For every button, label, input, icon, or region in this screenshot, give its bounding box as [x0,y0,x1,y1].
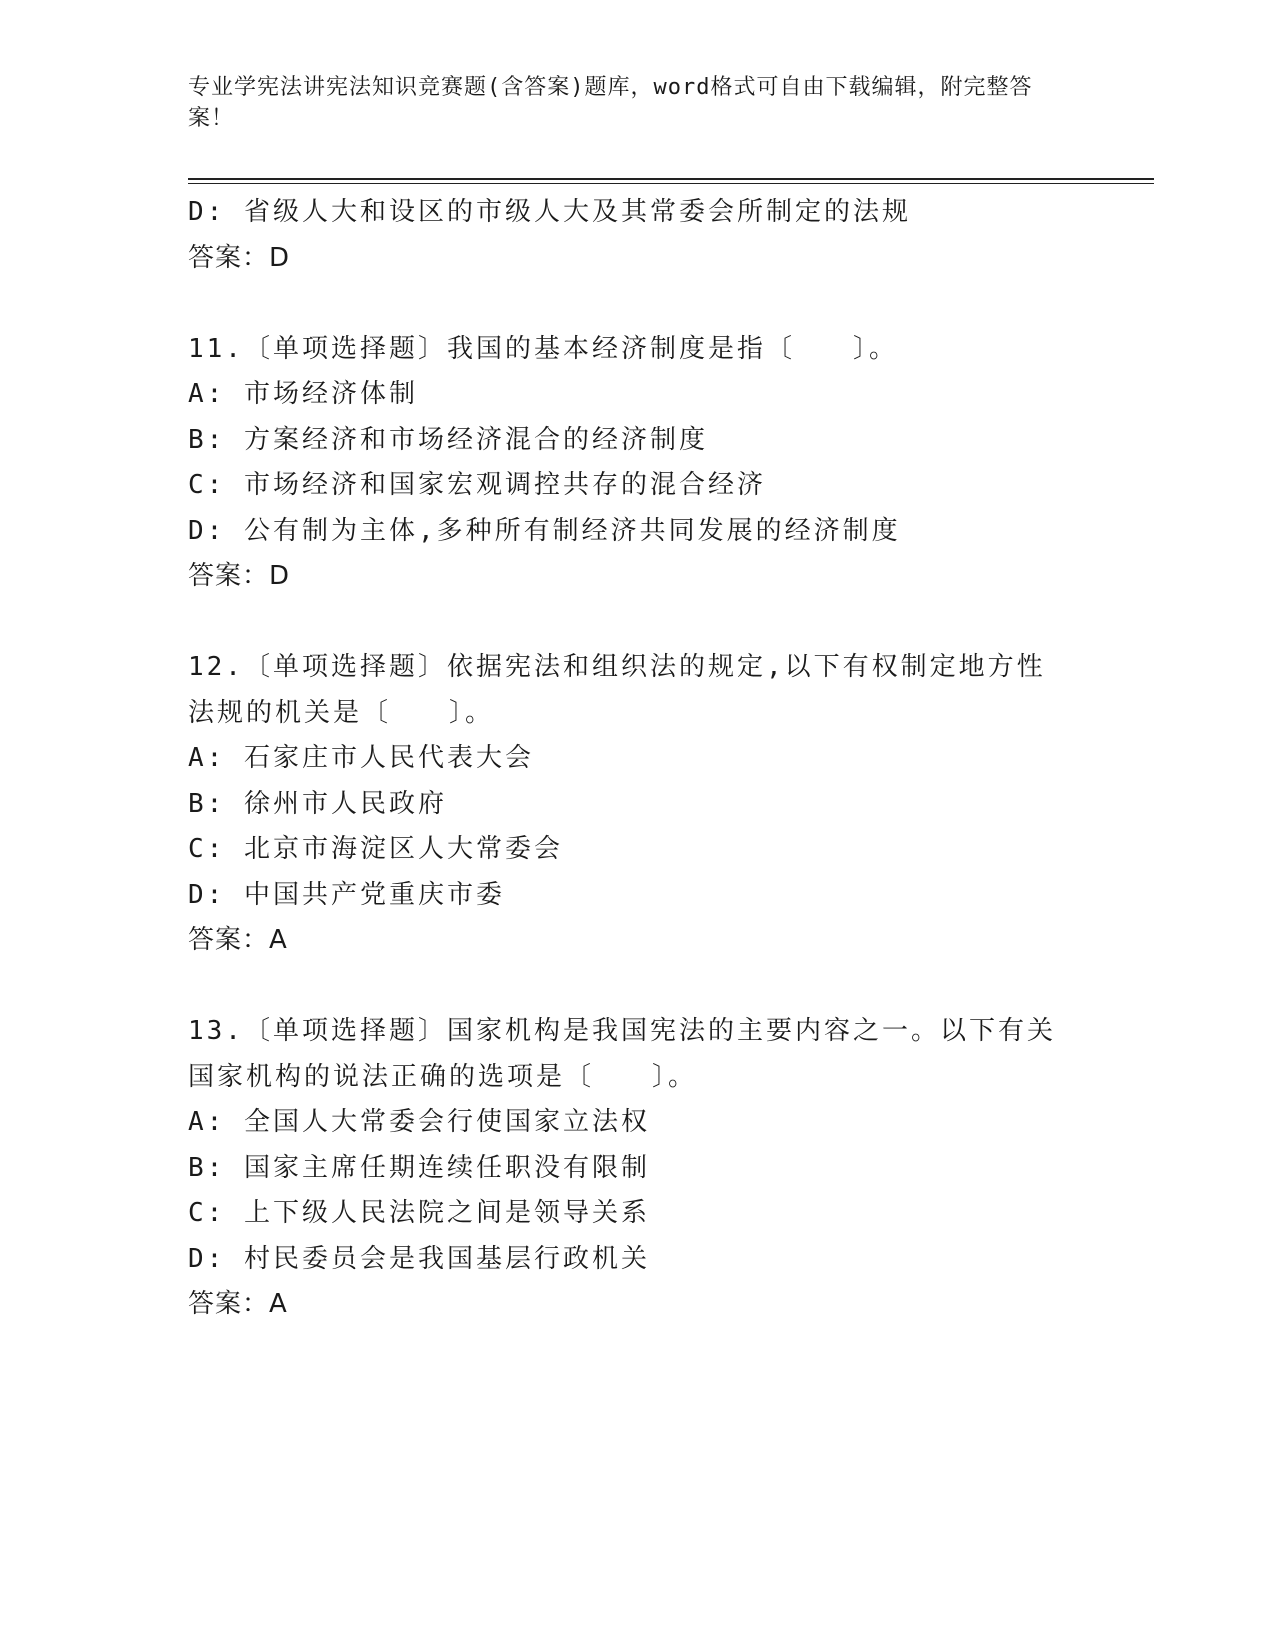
option-b: B: 方案经济和市场经济混合的经济制度 [188,424,708,455]
option-c: C: 北京市海淀区人大常委会 [188,834,563,864]
question-12 [188,645,1088,964]
option-a: A: 石家庄市人民代表大会 [188,743,534,773]
question-11 [188,327,1088,600]
option-d: D: 中国共产党重庆市委 [188,879,505,910]
answer: 答案：A [188,925,288,955]
spacer [188,600,1088,646]
question-stem: 13.〔单项选择题〕国家机构是我国宪法的主要内容之一。以下有关国家机构的说法正确的选项是〔 〕。 [188,1016,1056,1092]
option-b: B: 徐州市人民政府 [188,788,447,819]
option-a: A: 市场经济体制 [188,379,418,409]
page-header: 专业学宪法讲宪法知识竞赛题(含答案)题库，word格式可自由下载编辑，附完整答案！ [188,75,1033,131]
spacer [188,964,1088,1010]
spacer [188,281,1088,327]
carryover-option-d: D: 省级人大和设区的市级人大及其常委会所制定的法规 [188,197,911,227]
option-c: C: 上下级人民法院之间是领导关系 [188,1198,650,1228]
option-c: C: 市场经济和国家宏观调控共存的混合经济 [188,470,766,500]
header-divider [188,178,1154,184]
answer: 答案：D [188,561,291,591]
option-d: D: 村民委员会是我国基层行政机关 [188,1243,650,1274]
option-a: A: 全国人大常委会行使国家立法权 [188,1107,650,1137]
question-13 [188,1009,1088,1328]
document-body [188,190,1088,1328]
question-stem: 12.〔单项选择题〕依据宪法和组织法的规定,以下有权制定地方性法规的机关是〔 〕。 [188,652,1046,728]
question-stem: 11.〔单项选择题〕我国的基本经济制度是指〔 〕。 [188,333,898,364]
option-d: D: 公有制为主体,多种所有制经济共同发展的经济制度 [188,515,901,546]
carryover-answer: 答案：D [188,242,291,273]
answer: 答案：A [188,1289,288,1319]
option-b: B: 国家主席任期连续任职没有限制 [188,1152,650,1183]
